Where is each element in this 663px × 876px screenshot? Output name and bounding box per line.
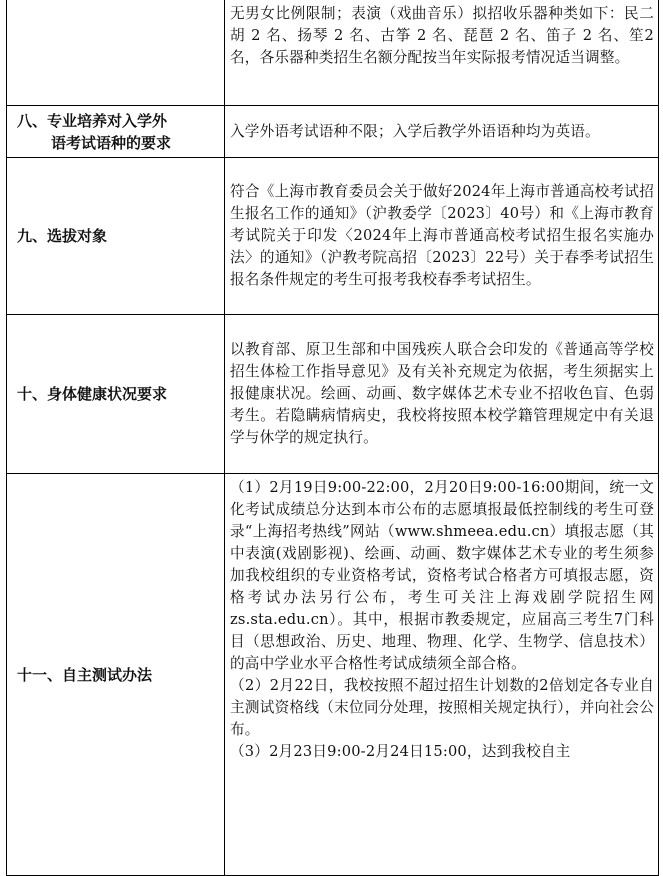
gender-ratio-text: 无男女比例限制；表演（戏曲音乐）拟招收乐器种类如下：民二胡 2 名、扬琴 2 名、古筝 2 名、琵琶 2 名、笛子 2 名、笙2名，各乐器种类招生名额分配按当年实际报考情况适当调整。 (230, 5, 654, 66)
row-content (225, 315, 659, 474)
table-row (7, 474, 659, 876)
self-test-paragraph-2: （2）2月22日，我校按照不超过招生计划数的2倍划定各专业自主测试资格线（末位同分处理，按照相关规定执行），并向社会公布。 (230, 677, 654, 738)
label-line-2: 语考试语种的要求 (51, 133, 172, 152)
health-text: 以教育部、原卫生部和中国残疾人联合会印发的《普通高等学校招生体检工作指导意见》及有关补充规定为依据，考生须据实上报健康状况。绘画、动画、数字媒体艺术专业不招收色盲、色弱考生。若隐瞒病情病史，我校将按照本校学籍管理规定中有关退学与休学的规定执行。 (230, 341, 654, 446)
table-row (7, 315, 659, 474)
row-content (225, 158, 659, 315)
row-label-health: 十、身体健康状况要求 (7, 315, 225, 474)
admissions-table (6, 0, 659, 876)
row-label-self-test: 十一、自主测试办法 (7, 474, 225, 876)
row-content (225, 0, 659, 106)
self-test-paragraph-1: （1）2月19日9:00-22:00，2月20日9:00-16:00期间，统一文化考试成绩总分达到本市公布的志愿填报最低控制线的考生可登录“上海招考热线”网站（www.shmeea.edu.cn）填报志愿（其中表演(戏剧影视)、绘画、动画、数字媒体艺术专业的考生须参加我校组织的专业资格考试，资格考试合格者方可填报志愿，资格考试办法另行公布，考生可关注上海戏剧学院招生网 zs.sta.edu.cn）。其中，根据市教委规定，应届高三考生7门科目（思想政治、历史、地理、物理、化学、生物学、信息技术）的高中学业水平合格性考试成绩须全部合格。 (230, 479, 654, 672)
row-label-selection: 九、选拔对象 (7, 158, 225, 315)
row-label-empty (7, 0, 225, 106)
selection-text: 符合《上海市教育委员会关于做好2024年上海市普通高校考试招生报名工作的通知》（沪教委学〔2023〕40号）和《上海市教育考试院关于印发〈2024年上海市普通高校考试招生报名实施办法〉的通知》（沪教考院高招〔2023〕22号）关于春季考试招生报名条件规定的考生可报考我校春季考试招生。 (230, 183, 654, 288)
self-test-paragraph-3: （3）2月23日9:00-2月24日15:00，达到我校自主 (230, 743, 571, 760)
table-row (7, 0, 659, 106)
foreign-language-text: 入学外语考试语种不限；入学后教学外语语种均为英语。 (230, 122, 600, 140)
table-row (7, 158, 659, 315)
row-label-foreign-language (7, 106, 225, 158)
table-row (7, 106, 659, 158)
label-line-1: 八、专业培养对入学外 (17, 111, 168, 130)
row-content (225, 106, 659, 158)
row-content (225, 474, 659, 876)
